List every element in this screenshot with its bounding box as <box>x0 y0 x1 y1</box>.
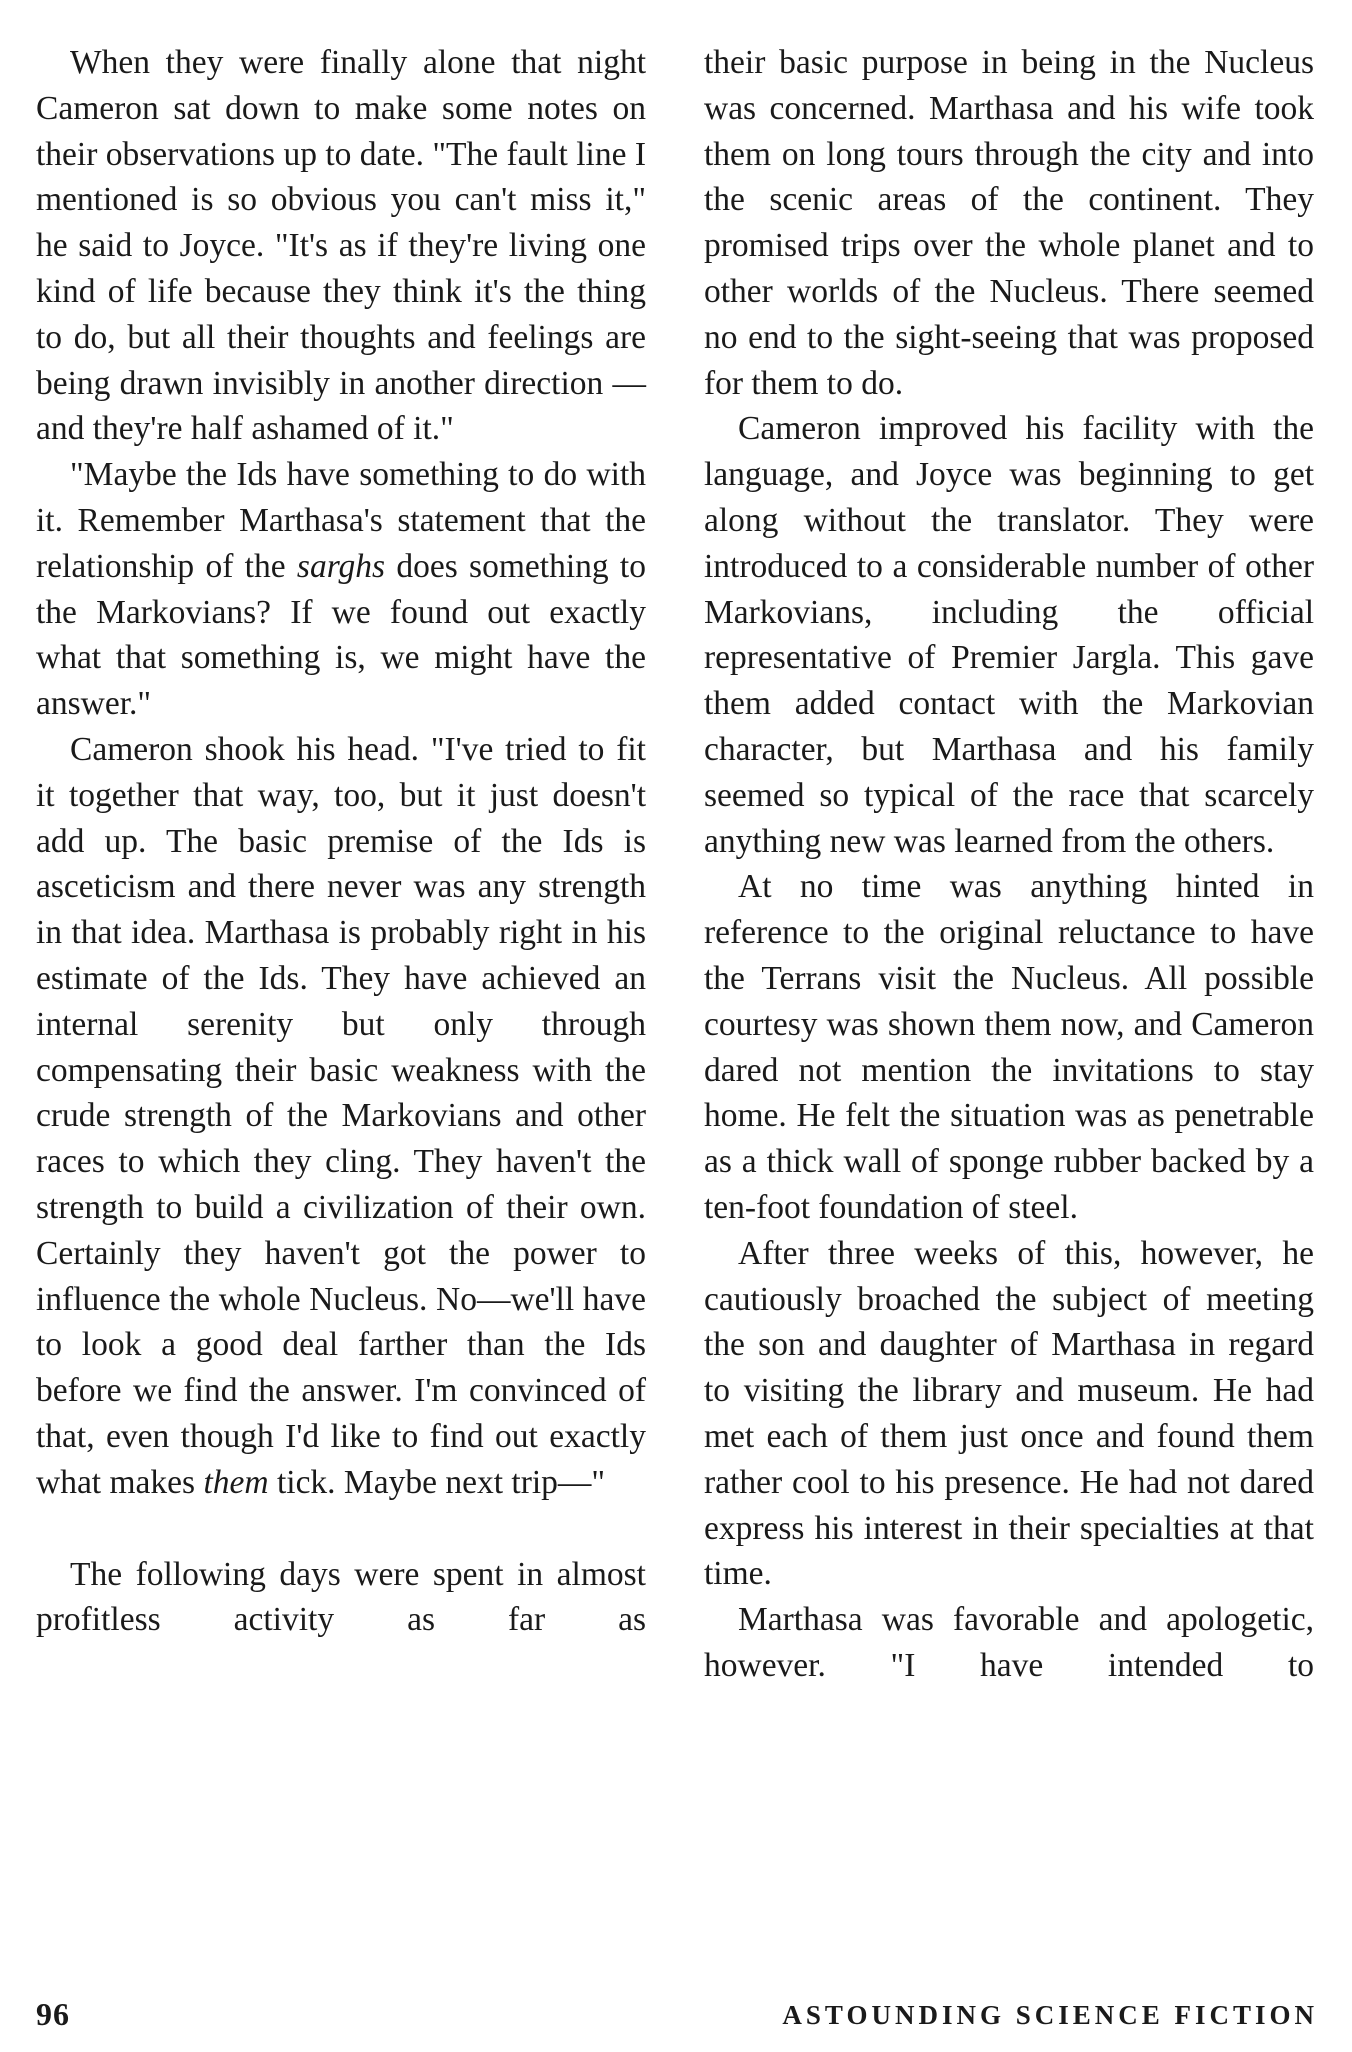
left-column <box>36 40 646 1643</box>
paragraph: The following days were spent in almost profitless activity as far as <box>36 1555 646 1639</box>
text-run: Cameron shook his head. "I've tried to fit it together that way, too, but it just doesn't add up. The basic premise of the Ids is asceticism and there never was any strength in that idea. Marthasa is probably right in his estimate of the Ids. They have achieved an internal serenity but only through compensating their basic weakness with the crude strength of the Markovians and other races to which they cling. They haven't the strength to build a civilization of their own. Certainly they haven't got the power to influence the whole Nucleus. No—we'll have to look a good deal farther than the Ids before we find the answer. I'm convinced of that, even though I'd like to find out exactly what makes <box>36 730 646 1501</box>
paragraph: Cameron improved his facility with the language, and Joyce was beginning to get along without the translator. They were introduced to a considerable number of other Markovians, including the official representative of Premier Jargla. This gave them added contact with the Markovian character, but Marthasa and his family seemed so typical of the race that scarcely anything new was learned from the others. <box>704 410 1314 860</box>
italic-word: sarghs <box>296 547 386 585</box>
italic-word: them <box>203 1463 269 1501</box>
paragraph <box>36 452 646 727</box>
paragraph: Marthasa was favorable and apologetic, however. "I have intended to <box>704 1601 1314 1684</box>
right-column <box>704 40 1314 1689</box>
paragraph: After three weeks of this, however, he cautiously broached the subject of meeting the son and daughter of Marthasa in regard to visiting the library and museum. He had met each of them just once and found them rather cool to his presence. He had not dared express his interest in their specialties at that time. <box>704 1234 1314 1593</box>
page-number: 96 <box>36 1996 70 2032</box>
running-footer-title: ASTOUNDING SCIENCE FICTION <box>782 2000 1318 2030</box>
text-run: tick. Maybe next trip—" <box>268 1463 606 1501</box>
paragraph: their basic purpose in being in the Nucleus was concerned. Marthasa and his wife took them on long tours through the city and into the scenic areas of the continent. They promised trips over the whole planet and to other worlds of the Nucleus. There seemed no end to the sight-seeing that was proposed for them to do. <box>704 44 1314 402</box>
paragraph <box>36 727 646 1506</box>
paragraph: At no time was anything hinted in reference to the original reluctance to have the Terrans visit the Nucleus. All possible courtesy was shown them now, and Cameron dared not mention the invitations to stay home. He felt the situation was as penetrable as a thick wall of sponge rubber backed by a ten-foot foundation of steel. <box>704 868 1314 1226</box>
paragraph: When they were finally alone that night Cameron sat down to make some notes on their observations up to date. "The fault line I mentioned is so obvious you can't miss it," he said to Joyce. "It's as if they're living one kind of life because they think it's the thing to do, but all their thoughts and feelings are being drawn invisibly in another direction —and they're half ashamed of it." <box>36 44 646 448</box>
text-run: does something to the Markovians? If we found out exactly what that something is, we might have the answer." <box>36 547 646 723</box>
text-run: "Maybe the Ids have something to do with it. Remember Marthasa's statement that the relationship of the <box>36 456 646 585</box>
